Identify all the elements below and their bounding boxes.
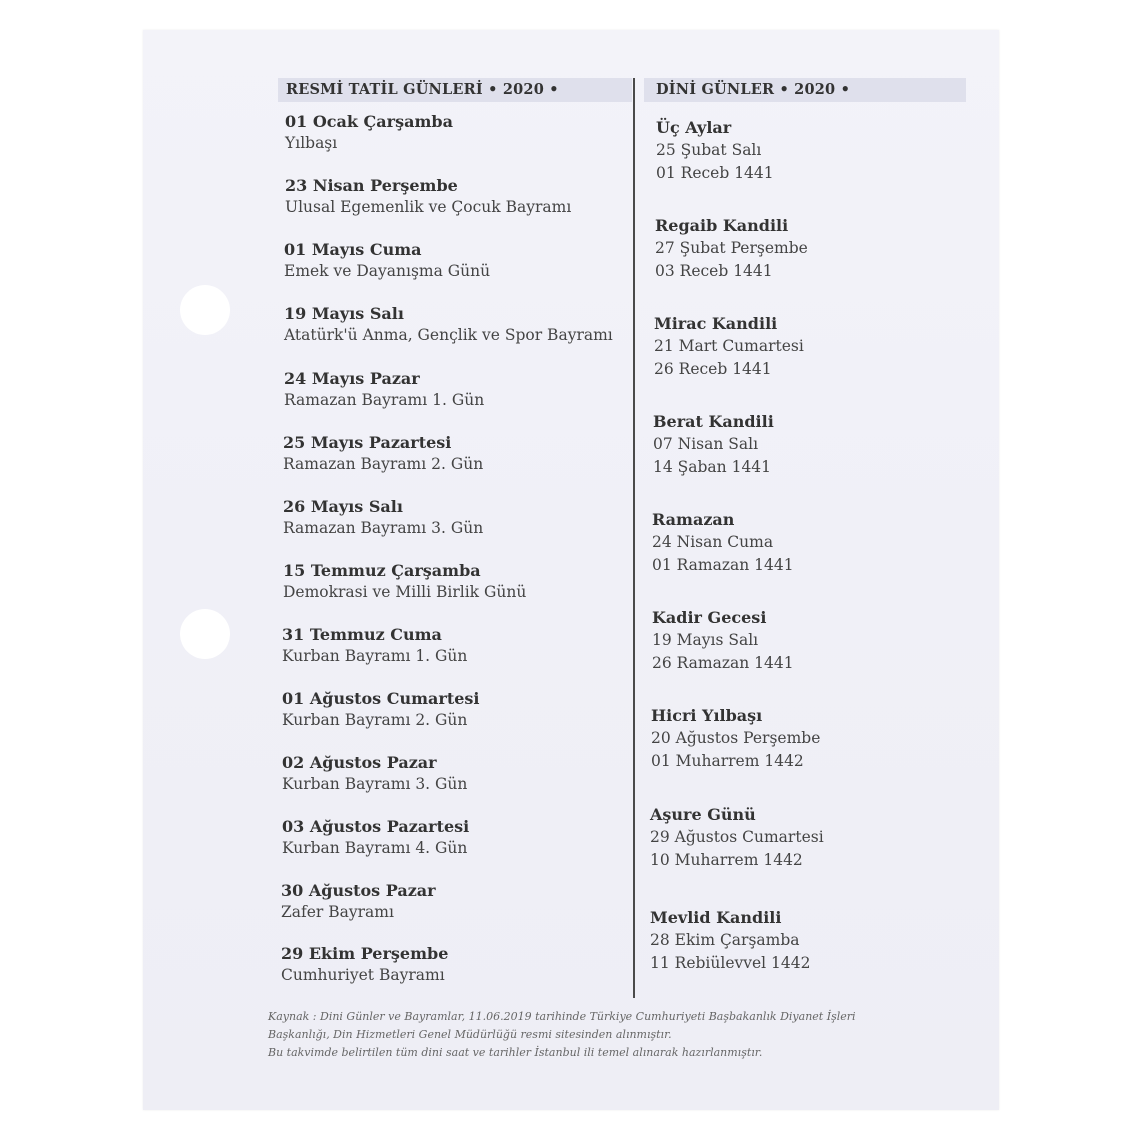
holiday-entry — [281, 881, 436, 923]
holiday-date: 02 Ağustos Pazar — [282, 753, 437, 772]
holiday-name: Kurban Bayramı 4. Gün — [282, 839, 468, 857]
footnote-line: Kaynak : Dini Günler ve Bayramlar, 11.06.2019 tarihinde Türkiye Cumhuriyeti Başbakanlık Diyanet İşleri — [268, 1010, 856, 1023]
holiday-entry — [284, 304, 613, 346]
binder-hole-top — [180, 285, 230, 335]
religious-days-header: DİNİ GÜNLER • 2020 • — [644, 78, 966, 102]
holiday-entry — [283, 561, 526, 603]
religious-entry — [652, 607, 794, 675]
religious-day-name: Regaib Kandili — [655, 216, 789, 235]
holiday-entry — [283, 497, 483, 539]
religious-day-date: 25 Şubat Salı — [656, 141, 762, 159]
holiday-date: 25 Mayıs Pazartesi — [283, 433, 452, 452]
source-footnote — [268, 1008, 908, 1062]
religious-day-date: 28 Ekim Çarşamba — [650, 931, 800, 949]
religious-day-date: 21 Mart Cumartesi — [654, 337, 804, 355]
religious-day-date: 20 Ağustos Perşembe — [651, 729, 821, 747]
religious-entry — [650, 907, 811, 975]
binder-hole-bottom — [180, 609, 230, 659]
holiday-name: Ramazan Bayramı 3. Gün — [283, 519, 484, 537]
holiday-entry — [284, 369, 484, 411]
religious-day-hijri: 01 Ramazan 1441 — [652, 556, 794, 574]
holiday-date: 19 Mayıs Salı — [284, 304, 404, 323]
holiday-date: 26 Mayıs Salı — [283, 497, 403, 516]
religious-day-hijri: 11 Rebiülevvel 1442 — [650, 954, 811, 972]
holiday-date: 30 Ağustos Pazar — [281, 881, 436, 900]
holiday-name: Kurban Bayramı 2. Gün — [282, 711, 468, 729]
holiday-date: 31 Temmuz Cuma — [282, 625, 442, 644]
religious-entry — [652, 509, 794, 577]
holiday-entry — [282, 817, 469, 859]
religious-day-name: Berat Kandili — [653, 412, 774, 431]
religious-day-date: 27 Şubat Perşembe — [655, 239, 808, 257]
holiday-name: Ramazan Bayramı 1. Gün — [284, 391, 485, 409]
holiday-date: 24 Mayıs Pazar — [284, 369, 420, 388]
religious-day-name: Ramazan — [652, 510, 735, 529]
holiday-entry — [283, 433, 483, 475]
holiday-name: Ramazan Bayramı 2. Gün — [283, 455, 484, 473]
official-holidays-header: RESMİ TATİL GÜNLERİ • 2020 • — [278, 78, 632, 102]
religious-day-date: 19 Mayıs Salı — [652, 631, 759, 649]
holiday-entry — [281, 944, 448, 986]
religious-day-name: Kadir Gecesi — [652, 608, 767, 627]
holiday-name: Ulusal Egemenlik ve Çocuk Bayramı — [285, 198, 572, 216]
religious-day-hijri: 14 Şaban 1441 — [653, 458, 772, 476]
holiday-name: Zafer Bayramı — [281, 903, 394, 921]
religious-day-hijri: 26 Receb 1441 — [654, 360, 772, 378]
holiday-name: Kurban Bayramı 1. Gün — [282, 647, 468, 665]
religious-day-date: 24 Nisan Cuma — [652, 533, 774, 551]
holiday-date: 01 Ağustos Cumartesi — [282, 689, 480, 708]
holiday-date: 15 Temmuz Çarşamba — [283, 561, 481, 580]
holiday-date: 03 Ağustos Pazartesi — [282, 817, 470, 836]
religious-day-hijri: 01 Receb 1441 — [656, 164, 774, 182]
religious-entry — [651, 705, 820, 773]
holiday-name: Kurban Bayramı 3. Gün — [282, 775, 468, 793]
holiday-name: Atatürk'ü Anma, Gençlik ve Spor Bayramı — [284, 326, 613, 344]
religious-day-name: Mirac Kandili — [654, 314, 778, 333]
religious-day-name: Üç Aylar — [656, 118, 732, 137]
religious-day-name: Hicri Yılbaşı — [651, 706, 763, 725]
footnote-line: Bu takvimde belirtilen tüm dini saat ve tarihler İstanbul ili temel alınarak hazırlanmıştır. — [268, 1046, 763, 1059]
religious-day-name: Mevlid Kandili — [650, 908, 782, 927]
religious-day-hijri: 10 Muharrem 1442 — [650, 851, 803, 869]
holiday-date: 23 Nisan Perşembe — [285, 176, 458, 195]
footnote-line: Başkanlığı, Din Hizmetleri Genel Müdürlüğü resmi sitesinden alınmıştır. — [268, 1028, 672, 1041]
holiday-entry — [282, 689, 479, 731]
religious-day-hijri: 26 Ramazan 1441 — [652, 654, 794, 672]
religious-entry — [655, 215, 808, 283]
holiday-name: Cumhuriyet Bayramı — [281, 966, 445, 984]
holiday-name: Yılbaşı — [285, 134, 338, 152]
holiday-entry — [285, 112, 453, 154]
religious-day-hijri: 03 Receb 1441 — [655, 262, 773, 280]
religious-day-hijri: 01 Muharrem 1442 — [651, 752, 804, 770]
column-divider — [633, 78, 635, 998]
holiday-entry — [282, 625, 467, 667]
holiday-entry — [285, 176, 571, 218]
religious-entry — [656, 117, 774, 185]
holiday-entry — [284, 240, 490, 282]
holiday-name: Emek ve Dayanışma Günü — [284, 262, 491, 280]
religious-entry — [650, 804, 824, 872]
holiday-entry — [282, 753, 467, 795]
religious-entry — [653, 411, 774, 479]
holiday-date: 01 Mayıs Cuma — [284, 240, 422, 259]
holiday-date: 29 Ekim Perşembe — [281, 944, 449, 963]
holiday-date: 01 Ocak Çarşamba — [285, 112, 453, 131]
religious-day-name: Aşure Günü — [650, 805, 756, 824]
religious-entry — [654, 313, 804, 381]
religious-day-date: 29 Ağustos Cumartesi — [650, 828, 824, 846]
holiday-name: Demokrasi ve Milli Birlik Günü — [283, 583, 527, 601]
religious-day-date: 07 Nisan Salı — [653, 435, 759, 453]
